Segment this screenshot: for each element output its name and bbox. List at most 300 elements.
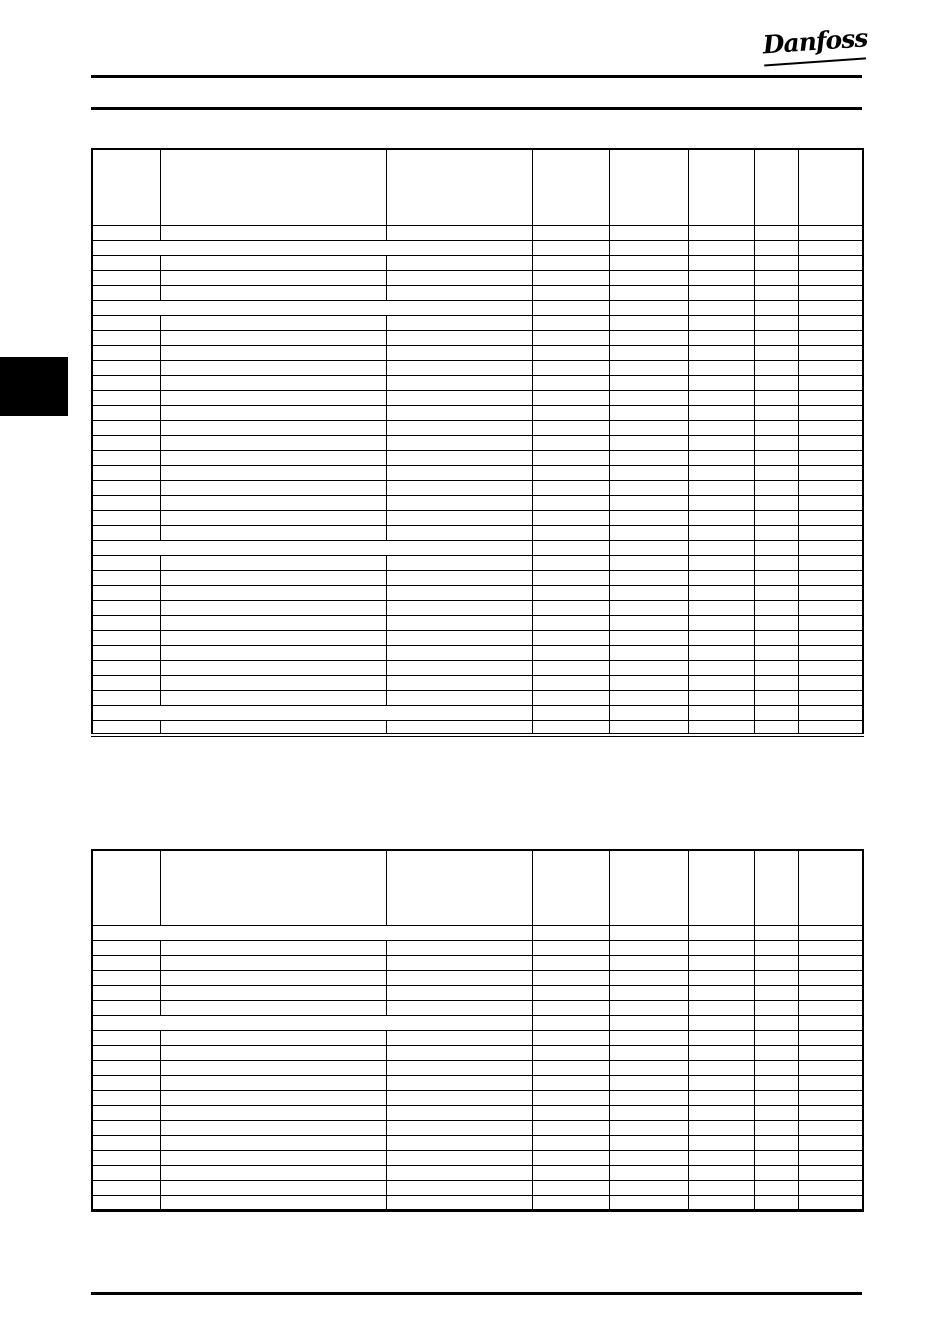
table-cell xyxy=(798,955,863,970)
table-cell xyxy=(160,405,386,420)
table-cell xyxy=(532,925,609,940)
table-cell xyxy=(798,630,863,645)
table-cell xyxy=(386,1075,532,1090)
table-cell xyxy=(688,345,754,360)
table-cell xyxy=(386,1180,532,1195)
table-cell xyxy=(532,570,609,585)
table-cell xyxy=(532,405,609,420)
table-cell xyxy=(532,630,609,645)
table-cell xyxy=(92,1150,160,1165)
table-cell xyxy=(160,255,386,270)
table-cell xyxy=(532,285,609,300)
table-cell xyxy=(688,465,754,480)
table-cell xyxy=(754,985,798,1000)
table-cell xyxy=(160,1135,386,1150)
parameter-row xyxy=(92,225,863,240)
table-cell xyxy=(386,480,532,495)
table-cell xyxy=(160,1045,386,1060)
table-cell xyxy=(754,435,798,450)
table-cell xyxy=(160,1180,386,1195)
table-cell xyxy=(92,345,160,360)
table-cell xyxy=(160,600,386,615)
table-cell xyxy=(754,255,798,270)
table-cell xyxy=(92,255,160,270)
table-cell xyxy=(160,675,386,690)
table-cell xyxy=(754,970,798,985)
table-cell xyxy=(754,330,798,345)
table-cell xyxy=(688,1000,754,1015)
parameter-row xyxy=(92,375,863,390)
table-cell xyxy=(754,1000,798,1015)
table-cell xyxy=(798,480,863,495)
table-cell xyxy=(92,1075,160,1090)
table-cell xyxy=(798,390,863,405)
table-cell xyxy=(386,690,532,705)
table-cell xyxy=(688,1060,754,1075)
table-cell xyxy=(160,510,386,525)
table-cell xyxy=(609,420,688,435)
table-cell xyxy=(386,940,532,955)
table-cell xyxy=(609,1030,688,1045)
table-cell xyxy=(609,1075,688,1090)
table-cell xyxy=(609,705,688,720)
table-cell xyxy=(798,1000,863,1015)
table-cell xyxy=(92,1090,160,1105)
table-cell xyxy=(609,330,688,345)
table-cell xyxy=(798,1060,863,1075)
table-cell xyxy=(160,940,386,955)
table-cell xyxy=(386,1090,532,1105)
table-cell xyxy=(609,540,688,555)
parameter-row xyxy=(92,390,863,405)
table-cell xyxy=(754,1045,798,1060)
table-cell xyxy=(754,1180,798,1195)
table-cell xyxy=(92,465,160,480)
parameter-row xyxy=(92,360,863,375)
parameter-row xyxy=(92,690,863,705)
table-cell xyxy=(92,525,160,540)
table-cell xyxy=(609,1015,688,1030)
table-cell xyxy=(609,345,688,360)
table-cell xyxy=(386,255,532,270)
table-cell xyxy=(754,540,798,555)
table-cell xyxy=(688,600,754,615)
table-cell xyxy=(798,1030,863,1045)
parameter-row xyxy=(92,405,863,420)
table-cell xyxy=(798,345,863,360)
table-cell xyxy=(688,1135,754,1150)
table-cell xyxy=(798,600,863,615)
table-cell xyxy=(92,675,160,690)
table-cell xyxy=(609,240,688,255)
table-header-cell xyxy=(688,149,754,225)
table-cell xyxy=(532,1195,609,1210)
table-cell xyxy=(609,1195,688,1210)
table-cell xyxy=(532,1120,609,1135)
table-cell xyxy=(532,480,609,495)
table-cell xyxy=(92,720,160,735)
table-cell xyxy=(754,705,798,720)
table-cell xyxy=(688,315,754,330)
table-cell xyxy=(160,1150,386,1165)
parameter-row xyxy=(92,645,863,660)
table-cell xyxy=(688,540,754,555)
table-cell xyxy=(386,1030,532,1045)
table-cell xyxy=(798,270,863,285)
table-header-cell xyxy=(798,850,863,925)
table-cell xyxy=(92,660,160,675)
table-cell xyxy=(92,630,160,645)
parameter-table-2-container xyxy=(91,849,864,1212)
table-cell xyxy=(92,1030,160,1045)
table-cell xyxy=(532,660,609,675)
table-cell xyxy=(160,570,386,585)
table-cell xyxy=(532,450,609,465)
table-cell xyxy=(160,465,386,480)
table-cell xyxy=(160,495,386,510)
table-cell xyxy=(160,270,386,285)
table-cell xyxy=(798,1090,863,1105)
table-cell xyxy=(688,435,754,450)
parameter-row xyxy=(92,525,863,540)
table-cell xyxy=(386,1150,532,1165)
table-cell xyxy=(609,675,688,690)
parameter-row xyxy=(92,1030,863,1045)
table-cell xyxy=(754,510,798,525)
table-cell xyxy=(798,285,863,300)
table-cell xyxy=(160,1060,386,1075)
table-cell xyxy=(532,690,609,705)
table-cell xyxy=(798,570,863,585)
table-cell xyxy=(532,1090,609,1105)
table-cell xyxy=(798,300,863,315)
table-cell xyxy=(92,1120,160,1135)
table-cell xyxy=(160,315,386,330)
table-cell xyxy=(386,270,532,285)
table-cell xyxy=(798,1165,863,1180)
table-cell xyxy=(754,585,798,600)
table-cell xyxy=(92,555,160,570)
table-cell xyxy=(386,285,532,300)
table-cell xyxy=(798,1180,863,1195)
table-cell xyxy=(92,375,160,390)
parameter-row xyxy=(92,255,863,270)
table-cell xyxy=(609,940,688,955)
table-cell xyxy=(609,1150,688,1165)
table-cell xyxy=(160,690,386,705)
table-cell xyxy=(798,1105,863,1120)
table-cell xyxy=(386,225,532,240)
table-cell xyxy=(532,720,609,735)
table-cell xyxy=(798,985,863,1000)
table-cell xyxy=(160,630,386,645)
parameter-row xyxy=(92,955,863,970)
parameter-row xyxy=(92,435,863,450)
table-cell xyxy=(532,555,609,570)
table-cell xyxy=(532,1060,609,1075)
table-cell xyxy=(609,510,688,525)
danfoss-logo-underline xyxy=(764,57,866,66)
table-cell xyxy=(688,585,754,600)
table-cell xyxy=(798,690,863,705)
table-cell xyxy=(754,1150,798,1165)
table-cell xyxy=(798,525,863,540)
table-cell xyxy=(798,1075,863,1090)
table-cell xyxy=(160,345,386,360)
table-header-row xyxy=(92,850,863,925)
table-cell xyxy=(609,985,688,1000)
table-cell xyxy=(532,675,609,690)
table-cell xyxy=(688,705,754,720)
table-cell xyxy=(754,1075,798,1090)
table-cell xyxy=(798,675,863,690)
parameter-row xyxy=(92,1150,863,1165)
table-cell xyxy=(160,1195,386,1210)
table-cell xyxy=(688,225,754,240)
table-cell xyxy=(92,480,160,495)
table-cell xyxy=(688,660,754,675)
table-cell xyxy=(754,675,798,690)
table-cell xyxy=(754,1195,798,1210)
parameter-row xyxy=(92,345,863,360)
table-cell xyxy=(798,240,863,255)
table-cell xyxy=(160,1075,386,1090)
table-cell xyxy=(386,1045,532,1060)
table-cell xyxy=(754,645,798,660)
table-header-cell xyxy=(386,850,532,925)
table-cell xyxy=(532,360,609,375)
group-header-row xyxy=(92,240,863,255)
table-cell xyxy=(386,585,532,600)
table-cell xyxy=(754,1165,798,1180)
table-cell xyxy=(609,630,688,645)
table-cell xyxy=(92,970,160,985)
table-header-cell xyxy=(386,149,532,225)
table-cell xyxy=(532,1150,609,1165)
table-cell xyxy=(532,955,609,970)
parameter-row xyxy=(92,985,863,1000)
parameter-row xyxy=(92,970,863,985)
table-cell xyxy=(798,510,863,525)
header-rule-top xyxy=(91,75,862,78)
parameter-row xyxy=(92,1120,863,1135)
parameter-row xyxy=(92,1060,863,1075)
table-cell xyxy=(532,390,609,405)
table-cell xyxy=(798,420,863,435)
table-cell xyxy=(754,270,798,285)
table-cell xyxy=(386,720,532,735)
table-cell xyxy=(798,450,863,465)
table-cell xyxy=(754,1015,798,1030)
table-cell xyxy=(688,510,754,525)
table-cell xyxy=(798,330,863,345)
table-cell xyxy=(92,1135,160,1150)
parameter-row xyxy=(92,285,863,300)
table-cell xyxy=(532,1015,609,1030)
table-cell xyxy=(532,330,609,345)
table-cell xyxy=(92,270,160,285)
parameter-row xyxy=(92,330,863,345)
group-header-cell xyxy=(92,925,532,940)
chapter-tab-marker xyxy=(0,357,68,416)
table-cell xyxy=(386,345,532,360)
table-cell xyxy=(798,940,863,955)
group-header-cell xyxy=(92,540,532,555)
table-cell xyxy=(532,465,609,480)
table-cell xyxy=(798,1120,863,1135)
table-cell xyxy=(386,465,532,480)
table-header-cell xyxy=(609,149,688,225)
table-header-cell xyxy=(754,149,798,225)
table-cell xyxy=(609,645,688,660)
parameter-row xyxy=(92,570,863,585)
table-cell xyxy=(754,375,798,390)
table-cell xyxy=(92,1060,160,1075)
table-cell xyxy=(386,600,532,615)
table-cell xyxy=(688,450,754,465)
table-cell xyxy=(386,1000,532,1015)
table-cell xyxy=(532,940,609,955)
parameter-row xyxy=(92,450,863,465)
table-cell xyxy=(532,1030,609,1045)
table-cell xyxy=(798,585,863,600)
parameter-table-1-container xyxy=(91,148,864,737)
table-cell xyxy=(92,450,160,465)
table-cell xyxy=(609,615,688,630)
table-cell xyxy=(92,285,160,300)
table-cell xyxy=(532,315,609,330)
danfoss-logo xyxy=(761,23,869,67)
table-cell xyxy=(92,315,160,330)
table-cell xyxy=(92,1105,160,1120)
table-cell xyxy=(754,1120,798,1135)
table-cell xyxy=(609,405,688,420)
table-cell xyxy=(688,615,754,630)
table-cell xyxy=(798,405,863,420)
group-header-cell xyxy=(92,1015,532,1030)
table-cell xyxy=(532,435,609,450)
table-cell xyxy=(160,720,386,735)
table-cell xyxy=(92,570,160,585)
table-cell xyxy=(92,1000,160,1015)
table-cell xyxy=(688,495,754,510)
table-cell xyxy=(532,225,609,240)
parameter-row xyxy=(92,270,863,285)
table-cell xyxy=(386,390,532,405)
table-cell xyxy=(609,1135,688,1150)
table-cell xyxy=(532,970,609,985)
table-cell xyxy=(386,985,532,1000)
table-cell xyxy=(754,525,798,540)
table-cell xyxy=(798,615,863,630)
table-cell xyxy=(609,1105,688,1120)
table-cell xyxy=(609,450,688,465)
table-cell xyxy=(532,240,609,255)
parameter-row xyxy=(92,660,863,675)
table-cell xyxy=(386,315,532,330)
table-cell xyxy=(609,435,688,450)
table-cell xyxy=(754,615,798,630)
parameter-row xyxy=(92,495,863,510)
table-cell xyxy=(532,540,609,555)
table-cell xyxy=(160,1165,386,1180)
table-cell xyxy=(754,450,798,465)
table-cell xyxy=(609,955,688,970)
table-cell xyxy=(92,360,160,375)
table-cell xyxy=(754,940,798,955)
table-cell xyxy=(688,1075,754,1090)
table-cell xyxy=(609,270,688,285)
table-cell xyxy=(609,925,688,940)
parameter-row xyxy=(92,555,863,570)
table-cell xyxy=(798,360,863,375)
table-cell xyxy=(386,375,532,390)
table-cell xyxy=(688,255,754,270)
table-cell xyxy=(532,1135,609,1150)
table-cell xyxy=(92,615,160,630)
table-header-cell xyxy=(754,850,798,925)
table-cell xyxy=(688,690,754,705)
table-cell xyxy=(609,660,688,675)
table-cell xyxy=(386,675,532,690)
table-cell xyxy=(754,690,798,705)
table-cell xyxy=(688,330,754,345)
table-cell xyxy=(688,405,754,420)
table-cell xyxy=(160,360,386,375)
table-cell xyxy=(609,315,688,330)
parameter-row xyxy=(92,675,863,690)
table-cell xyxy=(798,435,863,450)
table-cell xyxy=(754,630,798,645)
parameter-row xyxy=(92,1195,863,1210)
table-cell xyxy=(386,1105,532,1120)
table-cell xyxy=(92,955,160,970)
table-cell xyxy=(688,1090,754,1105)
table-cell xyxy=(609,970,688,985)
table-cell xyxy=(754,1060,798,1075)
parameter-row xyxy=(92,1090,863,1105)
table-cell xyxy=(754,225,798,240)
table-cell xyxy=(386,450,532,465)
table-cell xyxy=(160,970,386,985)
group-header-row xyxy=(92,300,863,315)
table-cell xyxy=(532,1180,609,1195)
table-cell xyxy=(609,1000,688,1015)
table-cell xyxy=(798,540,863,555)
table-cell xyxy=(92,495,160,510)
table-cell xyxy=(754,390,798,405)
table-cell xyxy=(798,1015,863,1030)
group-header-row xyxy=(92,540,863,555)
table-cell xyxy=(532,420,609,435)
parameter-table-2 xyxy=(91,849,864,1212)
footer-rule xyxy=(91,1292,862,1295)
table-cell xyxy=(609,495,688,510)
table-cell xyxy=(386,970,532,985)
parameter-row xyxy=(92,585,863,600)
table-cell xyxy=(754,315,798,330)
table-cell xyxy=(532,1000,609,1015)
table-cell xyxy=(160,390,386,405)
table-cell xyxy=(532,495,609,510)
table-cell xyxy=(754,480,798,495)
table-cell xyxy=(160,985,386,1000)
table-cell xyxy=(92,985,160,1000)
table-header-cell xyxy=(532,149,609,225)
table-cell xyxy=(609,480,688,495)
table-cell xyxy=(160,285,386,300)
parameter-row xyxy=(92,465,863,480)
